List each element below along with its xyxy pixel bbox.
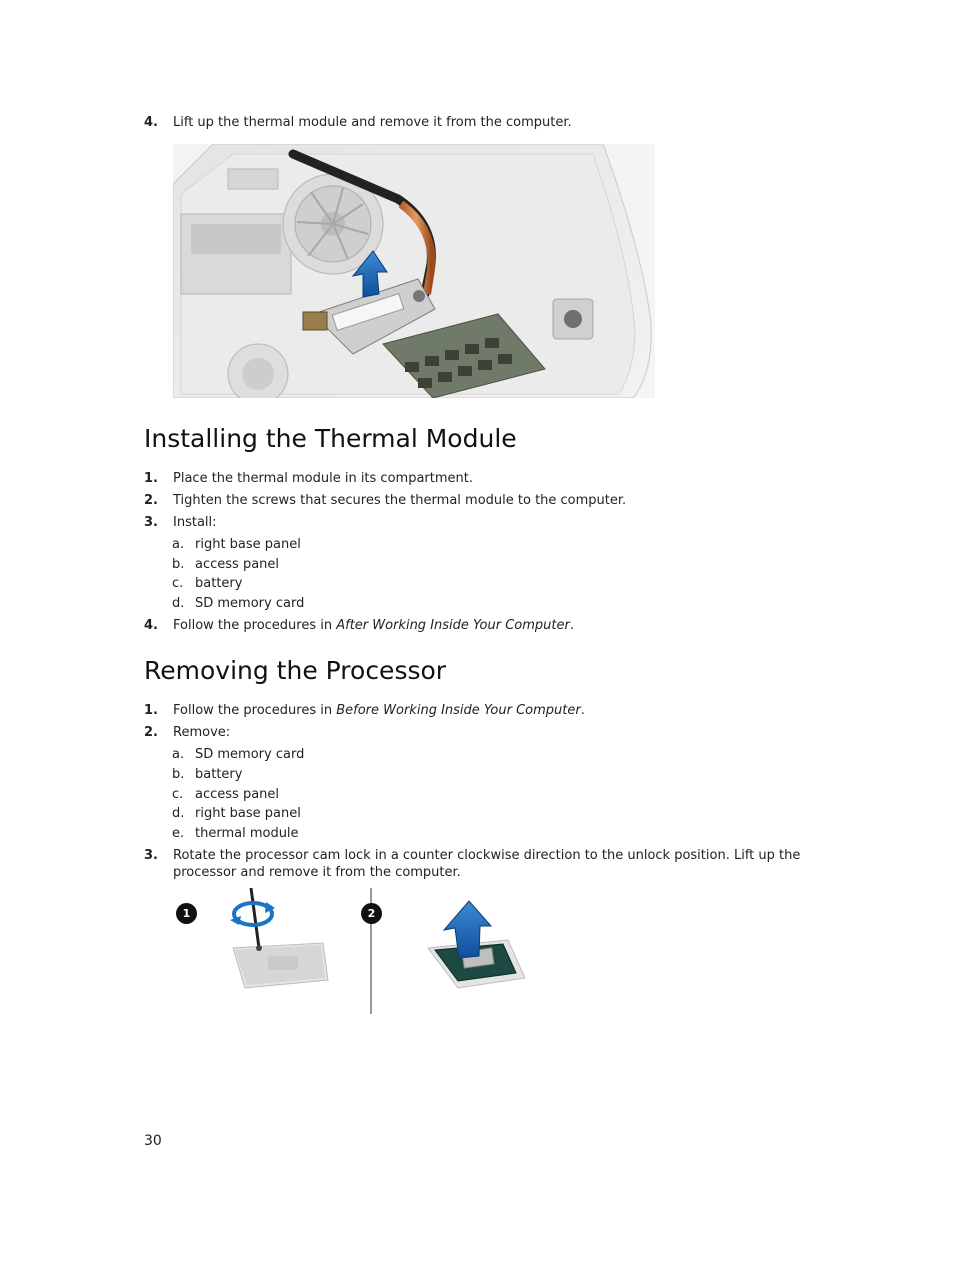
step-number: 2. — [144, 493, 158, 508]
step-text-pre: Follow the procedures in — [173, 618, 337, 633]
callout-number: 1 — [182, 907, 191, 920]
callout-badge-1 — [176, 903, 197, 924]
list-letter: c. — [172, 576, 184, 591]
callout-badge-2 — [361, 903, 382, 924]
callout-number: 2 — [367, 907, 376, 920]
step-number: 4. — [144, 618, 158, 633]
list-text: SD memory card — [195, 596, 305, 611]
list-letter: d. — [172, 806, 185, 821]
list-letter: c. — [172, 787, 184, 802]
step-text: processor and remove it from the computer. — [173, 865, 461, 880]
step-number: 1. — [144, 471, 158, 486]
step-text: Place the thermal module in its compartment. — [173, 471, 473, 486]
section-heading-removing-processor: Removing the Processor — [144, 656, 447, 685]
list-letter: e. — [172, 826, 185, 841]
step-number: 2. — [144, 725, 158, 740]
list-text: battery — [195, 576, 243, 591]
section-heading-installing-thermal-module: Installing the Thermal Module — [144, 424, 517, 453]
step-number: 1. — [144, 703, 158, 718]
list-letter: b. — [172, 557, 185, 572]
list-text: access panel — [195, 557, 280, 572]
before-working-reference: Before Working Inside Your Computer — [336, 703, 581, 718]
list-text: battery — [195, 767, 243, 782]
step-text: Remove: — [173, 725, 231, 740]
step-text: Lift up the thermal module and remove it from the computer. — [173, 115, 572, 130]
step-number: 3. — [144, 515, 158, 530]
page-number: 30 — [144, 1133, 162, 1149]
list-letter: a. — [172, 747, 185, 762]
list-text: SD memory card — [195, 747, 305, 762]
step-text: Rotate the processor cam lock in a counter clockwise direction to the unlock position. Lift up the — [173, 848, 801, 863]
step-text-post: . — [580, 703, 585, 718]
step-text — [173, 702, 585, 719]
step-number: 4. — [144, 115, 158, 130]
step-text — [173, 617, 574, 634]
step-text-post: . — [569, 618, 574, 633]
list-letter: a. — [172, 537, 185, 552]
list-text: right base panel — [195, 537, 301, 552]
step-number: 3. — [144, 848, 158, 863]
thermal-module-removal-figure — [173, 144, 655, 398]
list-text: right base panel — [195, 806, 301, 821]
list-letter: b. — [172, 767, 185, 782]
step-text-pre: Follow the procedures in — [173, 703, 337, 718]
list-text: access panel — [195, 787, 280, 802]
step-text: Install: — [173, 515, 217, 530]
list-letter: d. — [172, 596, 185, 611]
step-text: Tighten the screws that secures the thermal module to the computer. — [173, 493, 627, 508]
after-working-reference: After Working Inside Your Computer — [336, 618, 570, 633]
list-text: thermal module — [195, 826, 299, 841]
